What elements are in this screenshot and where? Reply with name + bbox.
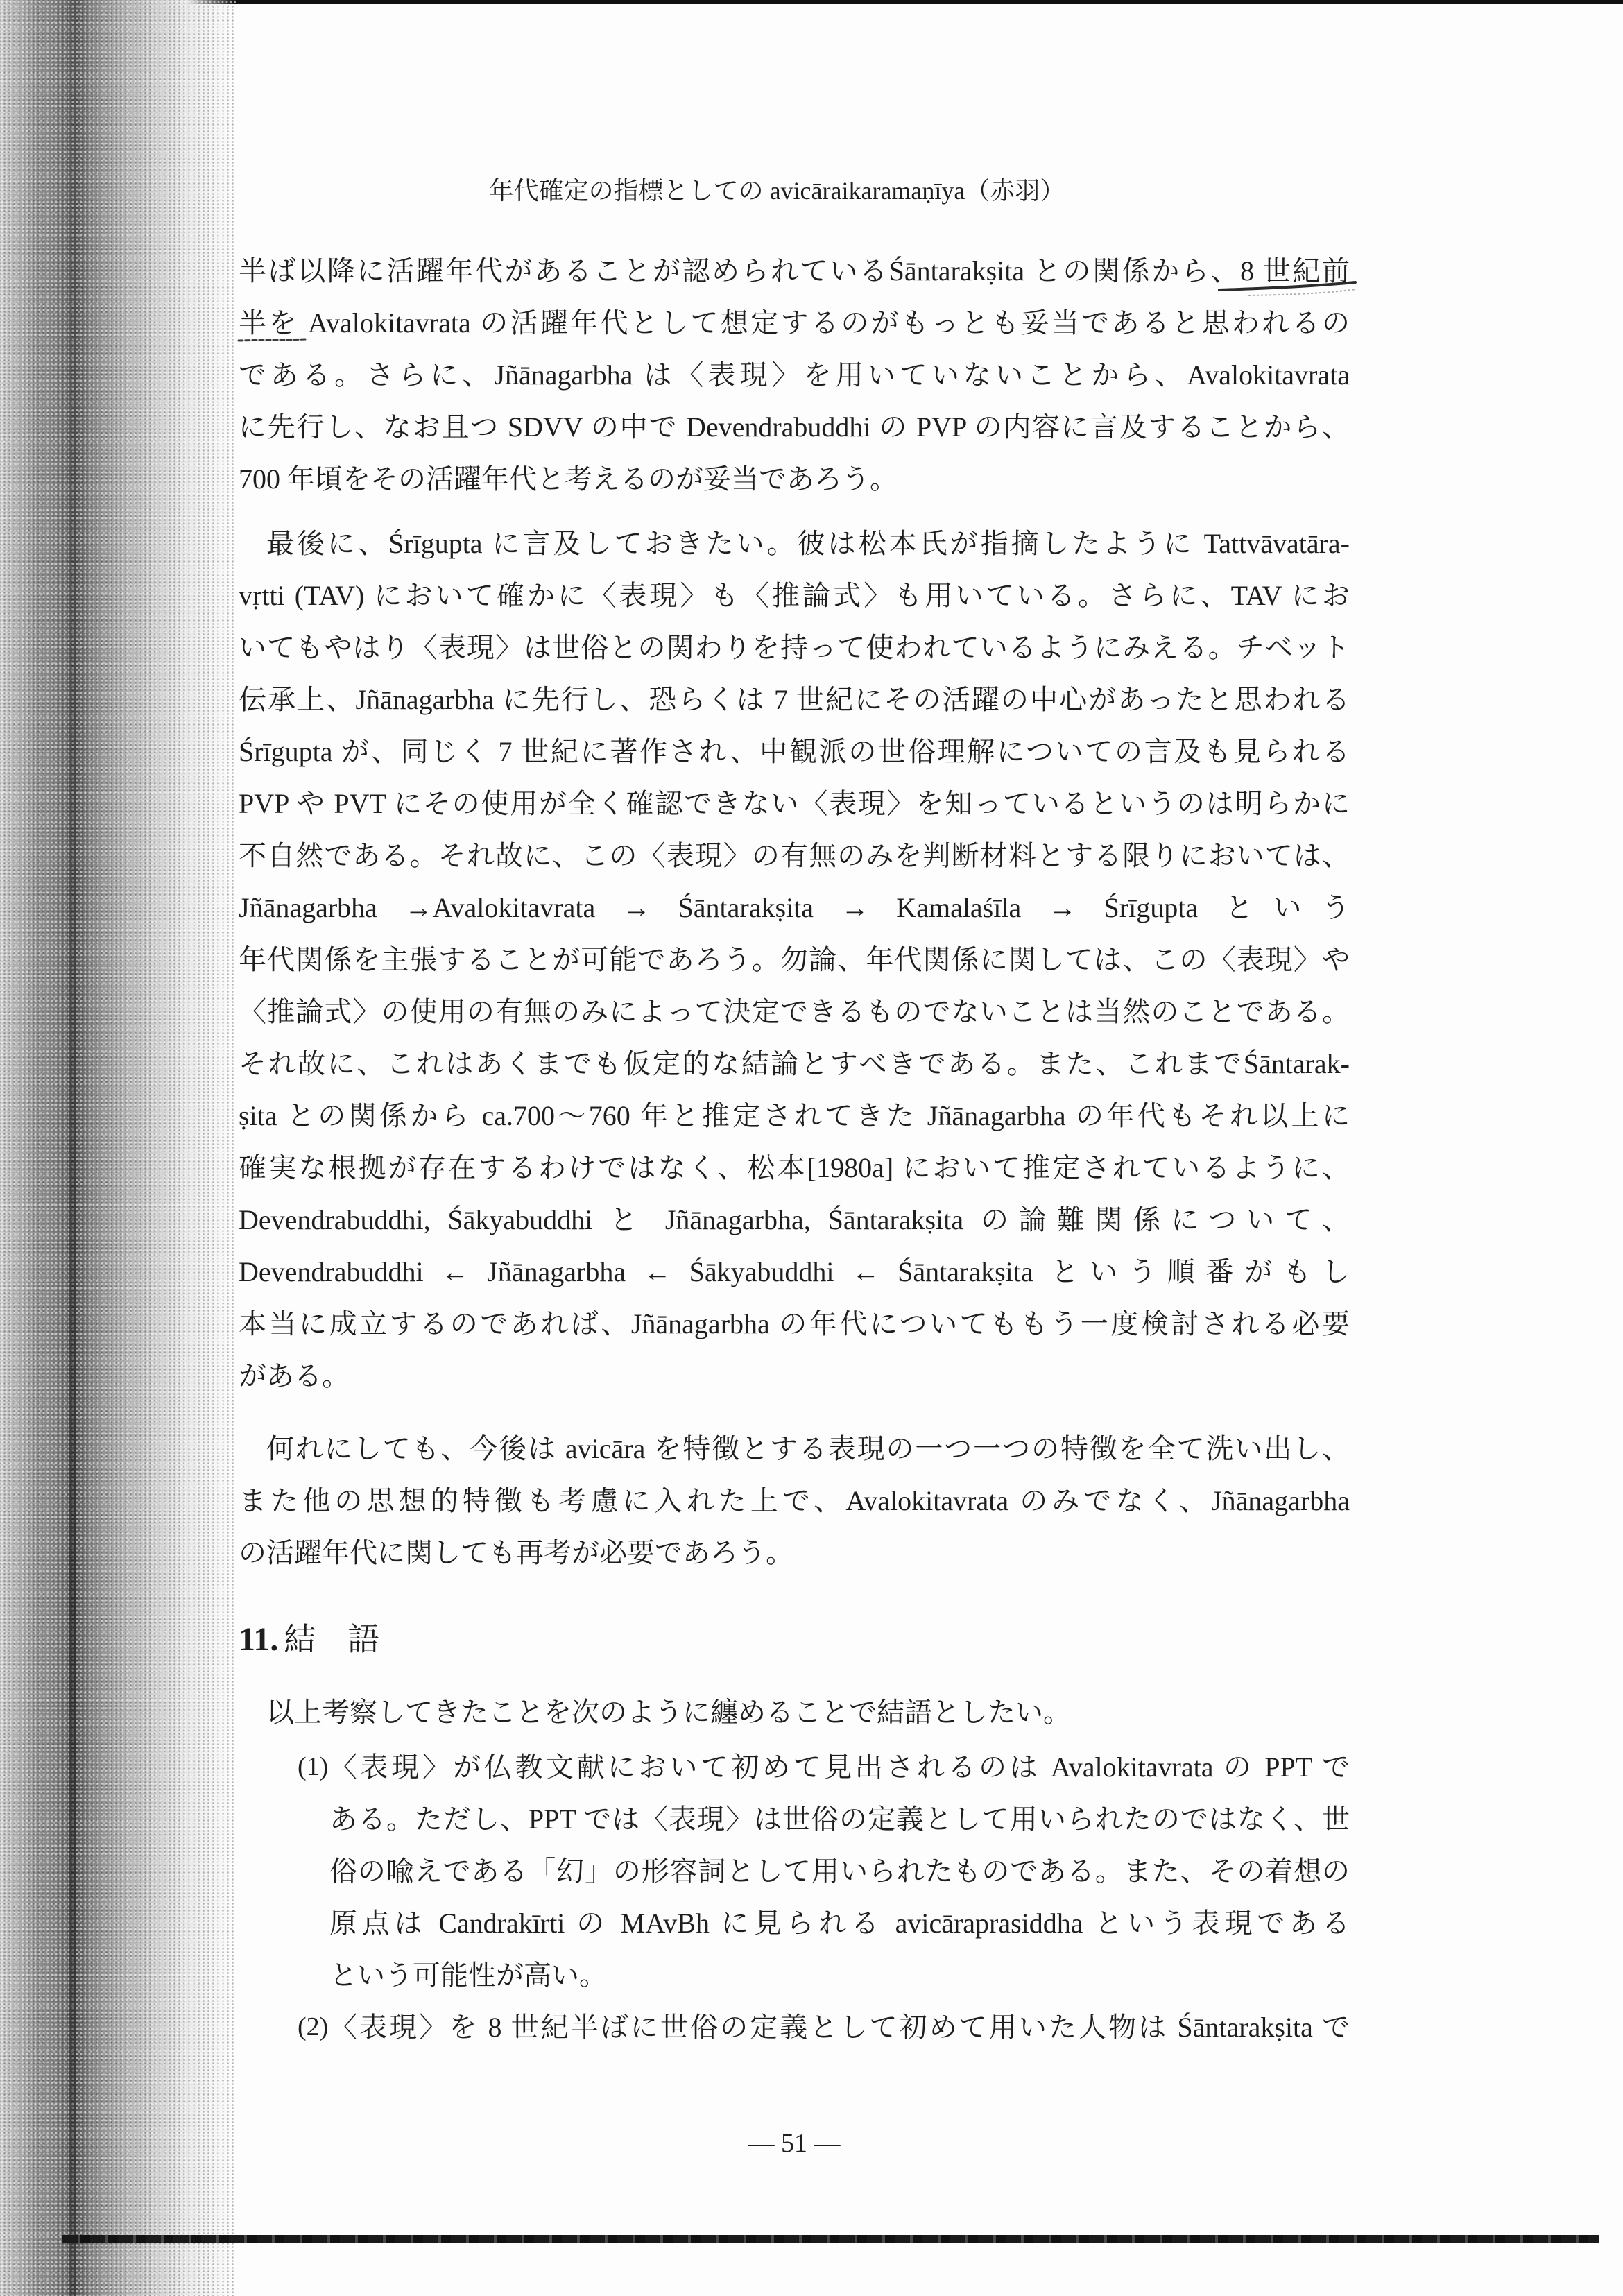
text-line: 年代関係を主張することが可能であろう。勿論、年代関係に関しては、この〈表現〉や — [239, 944, 1350, 975]
text-line: 最後に、Śrīgupta に言及しておきたい。彼は松本氏が指摘したように Tattvāvatāra- — [266, 528, 1350, 559]
conclusion-intro — [239, 1686, 1350, 1738]
text-line: がある。 — [239, 1360, 350, 1391]
text-line: 〈推論式〉の使用の有無のみによって決定できるものでないことは当然のことである。 — [239, 996, 1350, 1027]
paragraph — [239, 245, 1350, 505]
running-head: 年代確定の指標としての avicāraikaramaṇīya（赤羽） — [488, 177, 1065, 205]
scan-binding-shadow — [0, 0, 236, 2296]
list-marker: (2) — [298, 2012, 329, 2041]
text-line: 以上考察してきたことを次のように纏めることで結語としたい。 — [266, 1697, 1071, 1728]
text-line: 〈表現〉が仏教文献において初めて見出されるのは Avalokitavrata の PPT で — [329, 1751, 1350, 1783]
scan-bottom-edge — [62, 2235, 1599, 2243]
text-line: 本当に成立するのであれば、Jñānagarbha の年代についてももう一度検討される必要 — [239, 1308, 1350, 1339]
text-line: 半を Avalokitavrata の活躍年代として想定するのがもっとも妥当であると思われるの — [239, 307, 1350, 339]
text-line: の活躍年代に関しても再考が必要であろう。 — [239, 1537, 793, 1568]
text-line: Śrīgupta が、同じく 7 世紀に著作され、中観派の世俗理解についての言及も見られる — [239, 736, 1350, 767]
text-line: 不自然である。それ故に、この〈表現〉の有無のみを判断材料とする限りにおいては、 — [239, 840, 1350, 871]
text-line: vṛtti (TAV) において確かに〈表現〉も〈推論式〉も用いている。さらに、TAV にお — [239, 580, 1350, 611]
text-line: 700 年頃をその活躍年代と考えるのが妥当であろう。 — [239, 463, 898, 495]
text-line: に先行し、なお且つ SDVV の中で Devendrabuddhi の PVP の内容に言及することから、 — [239, 411, 1350, 443]
text-line: 原点は Candrakīrti の MAvBh に見られる avicāraprasiddha という表現である — [329, 1908, 1350, 1939]
text-line: いてもやはり〈表現〉は世俗との関わりを持って使われているようにみえる。チベット — [239, 632, 1350, 663]
text-line: ṣita との関係から ca.700〜760 年と推定されてきた Jñānagarbha の年代もそれ以上に — [239, 1100, 1350, 1131]
section-number: 11. — [239, 1621, 279, 1658]
scan-top-edge — [0, 0, 1623, 4]
text-line: Devendrabuddhi ← Jñānagarbha ← Śākyabuddhi ← Śāntarakṣita という順番がもし — [239, 1256, 1350, 1287]
text-line: 俗の喩えである「幻」の形容詞として用いられたものである。また、その着想の — [329, 1856, 1350, 1887]
list-marker: (1) — [298, 1752, 329, 1781]
text-line: 伝承上、Jñānagarbha に先行し、恐らくは 7 世紀にその活躍の中心があったと思われる — [239, 684, 1350, 715]
paragraph — [239, 1423, 1350, 1579]
text-line: という可能性が高い。 — [329, 1960, 607, 1991]
text-line: Jñānagarbha →Avalokitavrata → Śāntarakṣita → Kamalaśīla → Śrīgupta という — [239, 892, 1350, 923]
body-text — [239, 245, 1350, 2053]
text-line: である。さらに、Jñānagarbha は〈表現〉を用いていないことから、Avalokitavrata — [239, 359, 1350, 391]
text-line: 何れにしても、今後は avicāra を特徴とする表現の一つ一つの特徴を全て洗い出し、 — [266, 1433, 1350, 1464]
text-line: PVP や PVT にその使用が全く確認できない〈表現〉を知っているというのは明らかに — [239, 788, 1350, 819]
section-title: 結 語 — [284, 1622, 380, 1657]
page-number: — 51 — — [748, 2129, 841, 2158]
text-line: 〈表現〉を 8 世紀半ばに世俗の定義として初めて用いた人物は Śāntarakṣita で — [329, 2012, 1350, 2043]
paragraph — [239, 517, 1350, 1402]
text-line: また他の思想的特徴も考慮に入れた上で、Avalokitavrata のみでなく、Jñānagarbha — [239, 1485, 1350, 1516]
conclusion-item — [239, 1741, 1350, 2001]
text-line: Devendrabuddhi, Śākyabuddhi と Jñānagarbha, Śāntarakṣita の論難関係について、 — [239, 1204, 1350, 1235]
conclusion-list — [239, 1741, 1350, 2053]
text-line: 半ば以降に活躍年代があることが認められているŚāntarakṣita との関係から、8 世紀前 — [239, 255, 1350, 286]
section-heading — [239, 1607, 1350, 1672]
text-line: ある。ただし、PPT では〈表現〉は世俗の定義として用いられたのではなく、世 — [329, 1804, 1350, 1835]
text-line: それ故に、これはあくまでも仮定的な結論とすべきである。また、これまでŚāntarak- — [239, 1048, 1350, 1079]
conclusion-item — [239, 2001, 1350, 2053]
text-line: 確実な根拠が存在するわけではなく、松本[1980a] において推定されているように、 — [239, 1152, 1350, 1183]
